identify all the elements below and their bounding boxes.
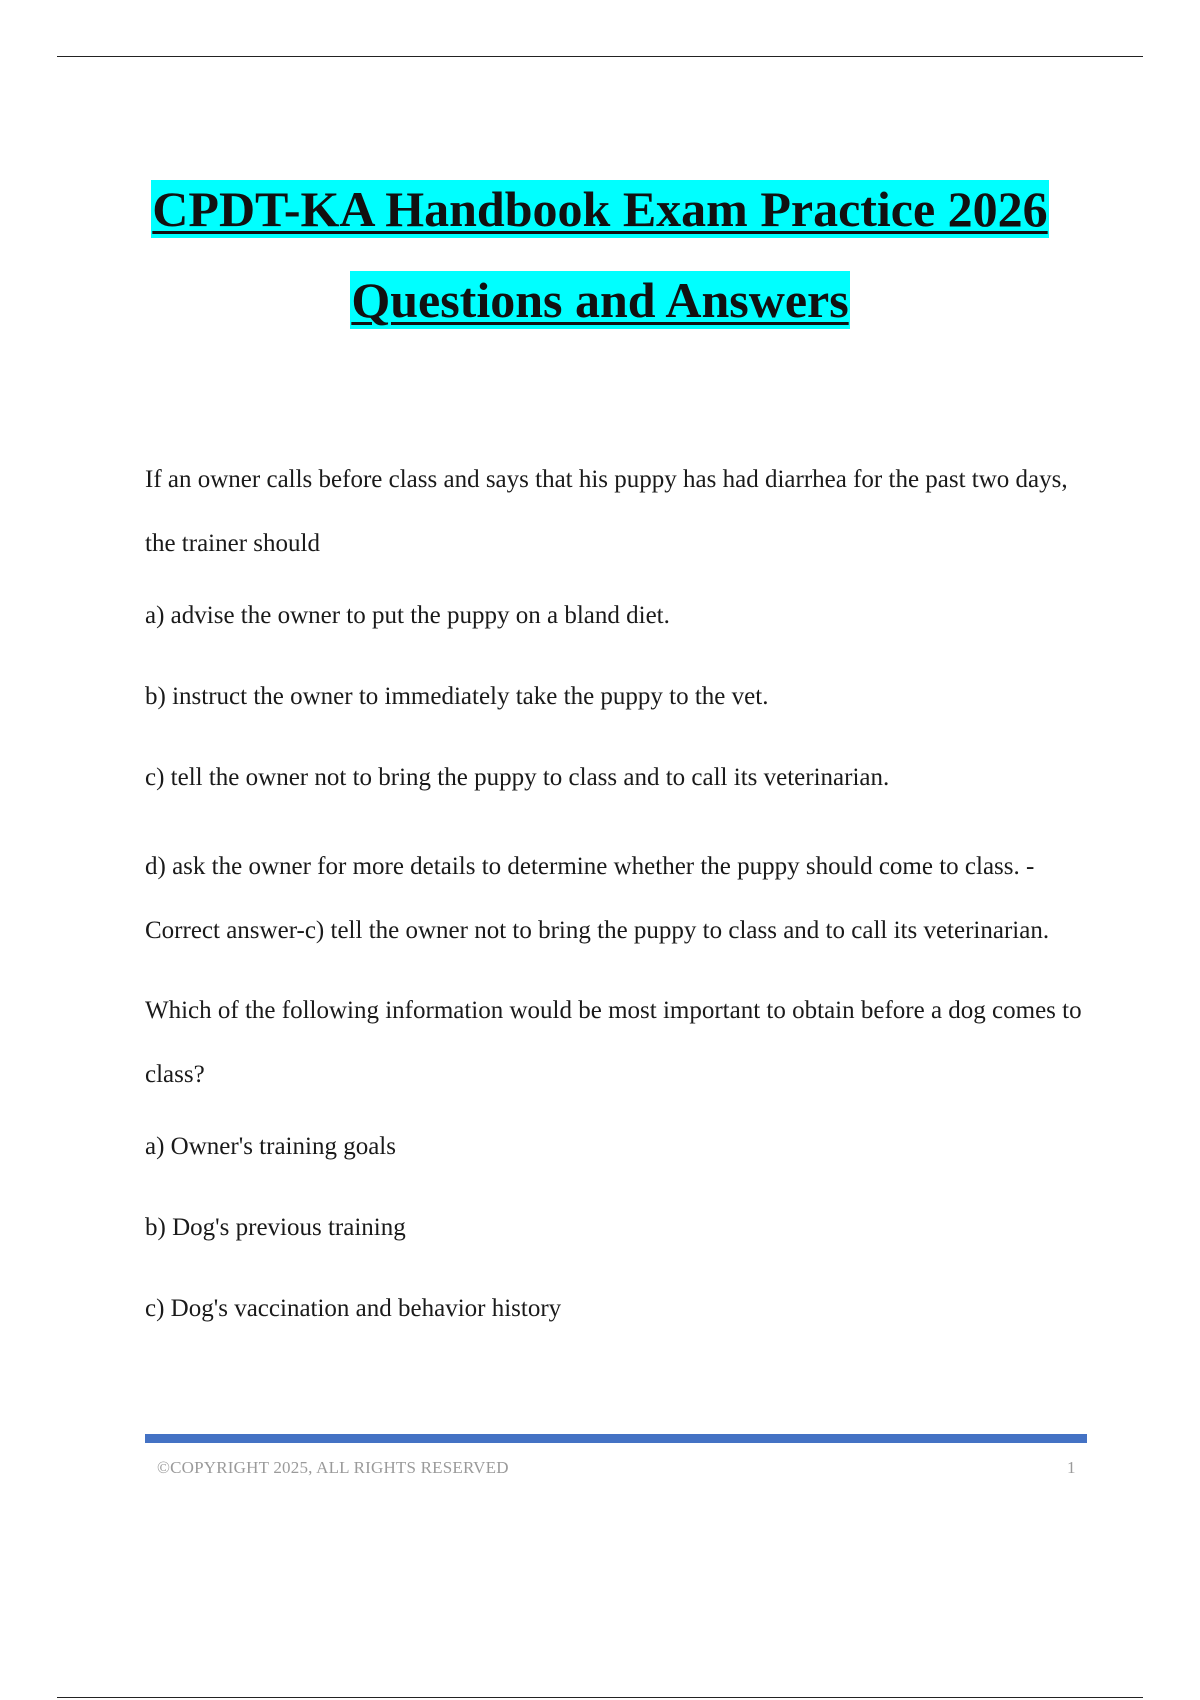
- question-2-option-a: a) Owner's training goals: [145, 1133, 396, 1160]
- question-1-stem: If an owner calls before class and says that his puppy has had diarrhea for the past two days, the trainer should: [145, 466, 1068, 557]
- question-2-stem: Which of the following information would be most important to obtain before a dog comes to class?: [145, 997, 1082, 1088]
- document-title: [0, 180, 1200, 329]
- question-2-option-b: b) Dog's previous training: [145, 1214, 406, 1241]
- top-rule: [57, 56, 1143, 57]
- question-1-option-d-answer: d) ask the owner for more details to determine whether the puppy should come to class. - Correct answer-c) tell the owner not to bring the puppy to class and to call its veterinarian.: [145, 853, 1050, 944]
- question-1-option-b: b) instruct the owner to immediately take the puppy to the vet.: [145, 683, 769, 710]
- question-1-option-c: c) tell the owner not to bring the puppy to class and to call its veterinarian.: [145, 764, 890, 791]
- footer-copyright: ©COPYRIGHT 2025, ALL RIGHTS RESERVED: [157, 1458, 509, 1477]
- title-line-1: CPDT-KA Handbook Exam Practice 2026: [152, 181, 1048, 237]
- title-line-2: Questions and Answers: [351, 272, 849, 328]
- bottom-rule: [57, 1697, 1143, 1698]
- question-2-option-c: c) Dog's vaccination and behavior history: [145, 1295, 562, 1322]
- question-1-option-a: a) advise the owner to put the puppy on a bland diet.: [145, 602, 670, 629]
- page-number: 1: [1067, 1458, 1076, 1477]
- footer-bar: [145, 1434, 1087, 1443]
- document-body: [145, 448, 1085, 1366]
